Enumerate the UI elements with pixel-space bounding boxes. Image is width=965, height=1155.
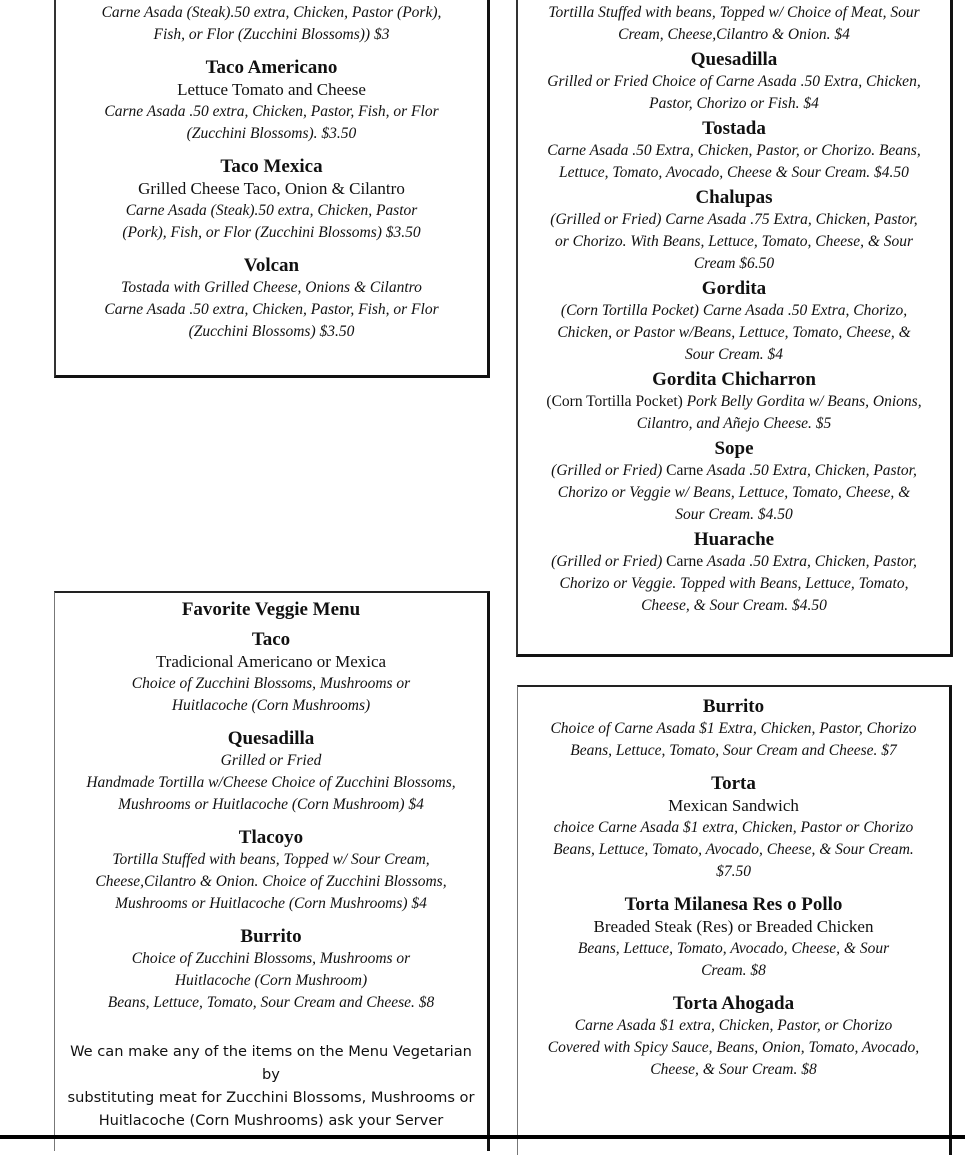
note-line: substituting meat for Zucchini Blossoms, Mushrooms or xyxy=(67,1089,475,1106)
item-name: Torta Milanesa Res o Pollo xyxy=(624,894,843,915)
menu-item-tostada xyxy=(518,117,950,184)
menu-item-veggie-tlacoyo xyxy=(55,826,487,915)
item-description: Chorizo or Veggie w/ Beans, Lettuce, Tomato, Cheese, & xyxy=(557,484,911,501)
item-description-text: Asada .50 Extra, Chicken, Pastor, xyxy=(703,553,917,570)
item-name: Chalupas xyxy=(695,187,773,208)
veggie-menu-section xyxy=(54,591,490,1151)
item-name: Burrito xyxy=(702,696,765,717)
item-description: Beans, Lettuce, Tomato, Avocado, Cheese, & Sour Cream. xyxy=(553,841,914,858)
item-description: Cheese, & Sour Cream. $8 xyxy=(650,1061,817,1078)
item-description: Huitlacoche (Corn Mushroom) xyxy=(174,972,368,989)
item-name: Gordita Chicharron xyxy=(652,369,816,390)
note-line: We can make any of the items on the Menu Vegetarian by xyxy=(70,1043,472,1083)
menu-item-chalupas xyxy=(518,186,950,275)
section-title: Favorite Veggie Menu xyxy=(181,599,361,620)
item-description: or Chorizo. With Beans, Lettuce, Tomato, Cheese, & Sour xyxy=(554,233,914,250)
item-description: Carne Asada .50 extra, Chicken, Pastor, Fish, or Flor xyxy=(104,301,439,318)
item-description: Carne Asada $1 extra, Chicken, Pastor, or Chorizo xyxy=(574,1017,893,1034)
item-name: Torta xyxy=(711,773,756,794)
menu-item-taco-americano xyxy=(56,56,487,145)
item-description-text: Pork Belly Gordita w/ Beans, Onions, xyxy=(682,393,922,410)
menu-item-torta-milanesa xyxy=(518,893,949,982)
item-description: Beans, Lettuce, Tomato, Sour Cream and Cheese. $8 xyxy=(107,994,435,1011)
item-description: Mushrooms or Huitlacoche (Corn Mushroom) $4 xyxy=(118,796,424,813)
item-name: Quesadilla xyxy=(690,49,778,70)
item-description: choice Carne Asada $1 extra, Chicken, Pastor or Chorizo xyxy=(553,819,914,836)
menu-item-taco-mexica xyxy=(56,155,487,244)
item-description: (Corn Tortilla Pocket) Carne Asada .50 Extra, Chorizo, xyxy=(560,302,908,319)
item-description: Cream, Cheese,Cilantro & Onion. $4 xyxy=(618,26,850,43)
item-name: Burrito xyxy=(240,926,302,947)
item-description-prefix: (Grilled or Fried) xyxy=(551,553,667,570)
item-description-text: Asada .50 Extra, Chicken, Pastor, xyxy=(703,462,917,479)
item-description: Grilled or Fried Choice of Carne Asada .50 Extra, Chicken, xyxy=(547,73,921,90)
item-description xyxy=(518,551,950,573)
item-description: Huitlacoche (Corn Mushrooms) xyxy=(171,697,371,714)
item-name: Volcan xyxy=(243,255,300,276)
item-name: Huarache xyxy=(693,529,775,550)
item-description: Tortilla Stuffed with beans, Topped w/ Sour Cream, xyxy=(112,851,430,868)
menu-item-veggie-burrito xyxy=(55,925,487,1014)
item-name: Tostada xyxy=(702,118,766,139)
item-description: Choice of Carne Asada $1 Extra, Chicken, Pastor, Chorizo xyxy=(550,720,917,737)
item-description: Grilled or Fried xyxy=(220,752,322,769)
item-name: Gordita xyxy=(701,278,767,299)
item-description xyxy=(518,460,950,482)
item-description: Carne Asada .50 extra, Chicken, Pastor, Fish, or Flor xyxy=(104,103,439,120)
item-description: Lettuce, Tomato, Avocado, Cheese & Sour Cream. $4.50 xyxy=(559,164,909,181)
item-description: Carne Asada (Steak).50 extra, Chicken, Pastor (Pork), xyxy=(101,4,442,21)
item-description: Cheese, & Sour Cream. $4.50 xyxy=(641,597,827,614)
item-description-upright: Carne xyxy=(666,553,704,570)
item-description-prefix: (Corn Tortilla Pocket) xyxy=(546,393,683,410)
item-description xyxy=(518,391,950,413)
item-description: Beans, Lettuce, Tomato, Avocado, Cheese, & Sour xyxy=(577,940,890,957)
item-description: Chorizo or Veggie. Topped with Beans, Lettuce, Tomato, xyxy=(559,575,909,592)
item-subtitle: Lettuce Tomato and Cheese xyxy=(177,80,366,99)
menu-item-quesadilla xyxy=(518,48,950,115)
menu-item-veggie-taco xyxy=(55,628,487,717)
item-subtitle: Mexican Sandwich xyxy=(668,796,799,815)
item-description: Carne Asada (Steak).50 extra, Chicken, Pastor xyxy=(125,202,418,219)
item-name: Sope xyxy=(714,438,754,459)
item-name: Quesadilla xyxy=(227,728,315,749)
item-name: Tlacoyo xyxy=(238,827,304,848)
item-subtitle: Tradicional Americano or Mexica xyxy=(155,652,387,671)
item-description: $7.50 xyxy=(716,863,751,880)
item-description: Pastor, Chorizo or Fish. $4 xyxy=(649,95,819,112)
item-description: Choice of Zucchini Blossoms, Mushrooms or xyxy=(131,675,411,692)
item-name: Taco Americano xyxy=(205,57,338,78)
item-description: Mushrooms or Huitlacoche (Corn Mushrooms) $4 xyxy=(115,895,427,912)
menu-item-torta xyxy=(518,772,949,883)
item-description: Choice of Zucchini Blossoms, Mushrooms or xyxy=(131,950,411,967)
menu-item-burrito xyxy=(518,695,949,762)
item-description: (Zucchini Blossoms). $3.50 xyxy=(186,125,357,142)
menu-item-volcan xyxy=(56,254,487,343)
item-description: Carne Asada .50 Extra, Chicken, Pastor, or Chorizo. Beans, xyxy=(547,142,921,159)
item-description: (Grilled or Fried) Carne Asada .75 Extra, Chicken, Pastor, xyxy=(550,211,918,228)
item-description: (Pork), Fish, or Flor (Zucchini Blossoms) $3.50 xyxy=(122,224,421,241)
bottom-border-band xyxy=(0,1135,965,1139)
menu-item-torta-ahogada xyxy=(518,992,949,1081)
item-description-prefix: (Grilled or Fried) xyxy=(551,462,667,479)
item-description: (Zucchini Blossoms) $3.50 xyxy=(188,323,355,340)
item-description: Beans, Lettuce, Tomato, Sour Cream and Cheese. $7 xyxy=(570,742,897,759)
vegetarian-note xyxy=(55,1040,487,1132)
item-description: Sour Cream. $4 xyxy=(684,346,784,363)
item-name: Taco Mexica xyxy=(220,156,323,177)
item-description: Tostada with Grilled Cheese, Onions & Cilantro xyxy=(121,279,422,296)
menu-item-gordita-chicharron xyxy=(518,368,950,435)
item-description: Covered with Spicy Sauce, Beans, Onion, Tomato, Avocado, xyxy=(547,1039,920,1056)
note-line: Huitlacoche (Corn Mushrooms) ask your Server xyxy=(98,1112,444,1129)
item-description-upright: Carne xyxy=(666,462,704,479)
item-name: Torta Ahogada xyxy=(672,993,795,1014)
item-description: Cheese,Cilantro & Onion. Choice of Zucchini Blossoms, xyxy=(95,873,447,890)
menu-item-gordita xyxy=(518,277,950,366)
item-description: Cream. $8 xyxy=(701,962,766,979)
item-description: Cilantro, and Añejo Cheese. $5 xyxy=(636,415,832,432)
menu-item-veggie-quesadilla xyxy=(55,727,487,816)
item-description: Cream $6.50 xyxy=(693,255,775,272)
item-subtitle: Breaded Steak (Res) or Breaded Chicken xyxy=(593,917,874,936)
item-description: Fish, or Flor (Zucchini Blossoms)) $3 xyxy=(153,26,390,43)
menu-item-sope xyxy=(518,437,950,526)
burrito-torta-section xyxy=(517,685,952,1155)
menu-item-huarache xyxy=(518,528,950,617)
specialties-menu-section xyxy=(516,0,953,657)
item-description: Sour Cream. $4.50 xyxy=(675,506,793,523)
item-subtitle: Grilled Cheese Taco, Onion & Cilantro xyxy=(138,179,405,198)
item-description: Tortilla Stuffed with beans, Topped w/ Choice of Meat, Sour xyxy=(548,4,920,21)
item-name: Taco xyxy=(251,629,291,650)
item-description: Handmade Tortilla w/Cheese Choice of Zucchini Blossoms, xyxy=(86,774,456,791)
taco-menu-section xyxy=(54,0,490,378)
item-description: Chicken, or Pastor w/Beans, Lettuce, Tomato, Cheese, & xyxy=(557,324,911,341)
